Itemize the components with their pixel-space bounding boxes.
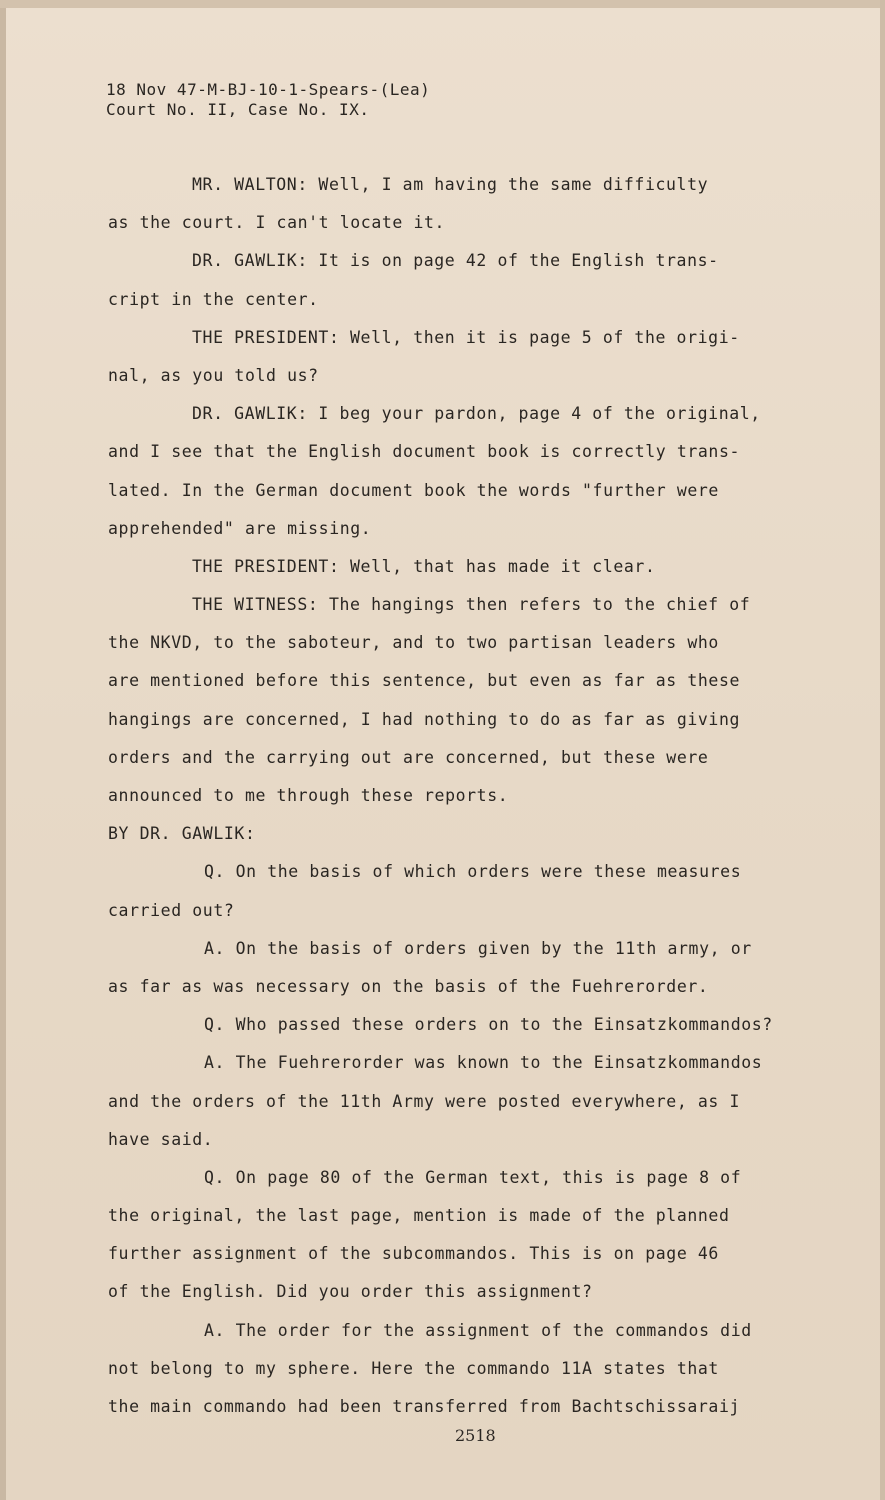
text-line: Q. On the basis of which orders were these measures (204, 862, 742, 882)
text-line: further assignment of the subcommandos. This is on page 46 (108, 1244, 719, 1264)
text-line: Q. Who passed these orders on to the Einsatzkommandos? (204, 1015, 773, 1035)
text-line: BY DR. GAWLIK: (108, 824, 256, 844)
text-line: nal, as you told us? (108, 365, 319, 385)
text-line: lated. In the German document book the words "further were (108, 480, 719, 500)
document-header (106, 80, 430, 120)
text-line: the main commando had been transferred from Bachtschissaraij (108, 1397, 741, 1416)
page-edge-right (880, 0, 885, 1500)
header-line-1: 18 Nov 47-M-BJ-10-1-Spears-(Lea) (106, 80, 431, 99)
text-line: announced to me through these reports. (108, 786, 509, 805)
text-line: and the orders of the 11th Army were posted everywhere, as I (108, 1091, 741, 1111)
text-line: cript in the center. (108, 289, 319, 309)
text-line: hangings are concerned, I had nothing to do as far as giving (108, 709, 741, 729)
page-edge-left (0, 0, 6, 1500)
page-edge-top (0, 0, 885, 8)
text-line: have said. (108, 1129, 214, 1149)
text-line: orders and the carrying out are concerned, but these were (108, 747, 709, 767)
text-line: of the English. Did you order this assignment? (108, 1282, 593, 1302)
text-line: DR. GAWLIK: It is on page 42 of the English trans- (192, 251, 719, 271)
transcript-body (108, 166, 828, 1426)
header-line-2: Court No. II, Case No. IX. (106, 100, 370, 119)
text-line: A. On the basis of orders given by the 11th army, or (204, 938, 752, 958)
text-line: are mentioned before this sentence, but even as far as these (108, 671, 741, 691)
text-line: as far as was necessary on the basis of the Fuehrerorder. (108, 976, 709, 996)
text-line: MR. WALTON: Well, I am having the same difficulty (192, 175, 709, 194)
text-line: not belong to my sphere. Here the commando 11A states that (108, 1358, 719, 1378)
text-line: THE PRESIDENT: Well, that has made it clear. (192, 556, 656, 576)
text-line: carried out? (108, 900, 235, 920)
text-line: A. The Fuehrerorder was known to the Einsatzkommandos (204, 1053, 763, 1073)
page-number: 2518 (455, 1426, 496, 1445)
text-line: as the court. I can't locate it. (108, 213, 446, 233)
text-line: apprehended" are missing. (108, 518, 372, 538)
text-line: the NKVD, to the saboteur, and to two partisan leaders who (108, 633, 719, 653)
text-line: and I see that the English document book is correctly trans- (108, 442, 741, 462)
text-line: A. The order for the assignment of the commandos did (204, 1320, 752, 1340)
text-line: DR. GAWLIK: I beg your pardon, page 4 of the original, (192, 404, 761, 424)
text-line: Q. On page 80 of the German text, this is page 8 of (204, 1167, 742, 1187)
text-line: THE WITNESS: The hangings then refers to the chief of (192, 595, 751, 615)
text-line: the original, the last page, mention is made of the planned (108, 1206, 730, 1226)
text-line: THE PRESIDENT: Well, then it is page 5 of the origi- (192, 327, 740, 347)
